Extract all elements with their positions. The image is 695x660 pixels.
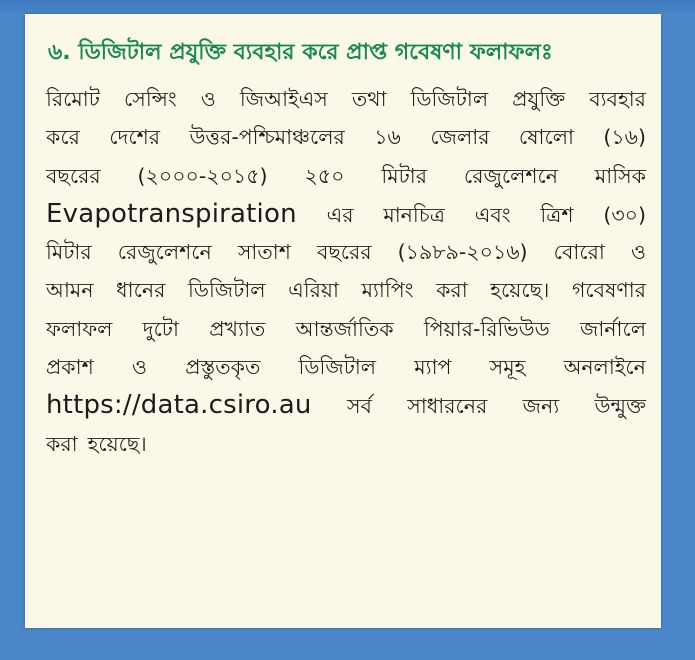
body-word: সমূহ [489, 355, 526, 380]
body-word: করা [436, 278, 468, 303]
body-word: বছরের [46, 163, 101, 188]
body-word: জিআইএস [239, 87, 328, 111]
body-word: ডিজিটাল [410, 87, 489, 111]
body-word: https://data.csiro.au [46, 390, 312, 421]
body-word: ম্যাপিং [361, 278, 414, 303]
body-word: ষোলো [518, 125, 574, 150]
body-word: ও [630, 240, 646, 265]
body-word: প্রযুক্তি [512, 87, 566, 111]
body-word: জেলার [430, 125, 490, 150]
document-card [25, 14, 661, 628]
body-word: দেশের [109, 125, 161, 150]
body-word: পিয়ার-রিভিউড [423, 316, 550, 341]
body-word: সর্ব [346, 394, 372, 419]
body-word: সাধারনের [407, 394, 488, 419]
body-word: রিমোট [46, 87, 100, 111]
body-word: ত্রিশ [540, 202, 574, 227]
body-word: প্রকাশ [46, 355, 94, 380]
body-word: প্রখ্যাত [209, 316, 266, 341]
body-word: আন্তর্জাতিক [295, 316, 394, 341]
body-word: উত্তর-পশ্চিমাঞ্চলের [189, 125, 345, 150]
body-word: (২০০০-২০১৫) [137, 163, 268, 188]
body-word: প্রস্তুতকৃত [185, 355, 261, 380]
body-line [46, 118, 646, 156]
body-word: Evapotranspiration [46, 198, 297, 229]
body-word: (৩০) [603, 202, 646, 227]
body-line [46, 348, 646, 386]
body-line [46, 233, 646, 271]
body-word: বছরের [316, 240, 372, 265]
body-word: হয়েছে। [490, 278, 550, 303]
body-word: ২৫০ [304, 163, 345, 188]
section-body [46, 80, 646, 463]
body-word: জার্নালে [580, 316, 646, 341]
body-word: এবং [474, 202, 511, 227]
body-word: ও [200, 87, 216, 111]
body-word: হয়েছে। [87, 431, 147, 456]
body-line [46, 425, 646, 463]
body-word: রেজুলেশনে [117, 240, 212, 265]
body-word: রেজুলেশনে [463, 163, 558, 188]
body-word: এরিয়া [288, 278, 339, 303]
body-word: ডিজিটাল [187, 278, 266, 303]
body-word: ম্যাপ [414, 355, 452, 380]
body-word: ধানের [116, 278, 166, 303]
body-word: ১৬ [374, 125, 401, 150]
body-line [46, 310, 646, 348]
body-word: দুটো [142, 316, 179, 341]
body-word: সেন্সিং [123, 87, 177, 111]
body-line [46, 195, 646, 233]
body-word: মিটার [46, 240, 92, 265]
page-background-edge [0, 0, 695, 14]
body-word: করা [46, 431, 78, 456]
body-line [46, 80, 646, 118]
body-word: (১৬) [603, 125, 646, 150]
body-word: করে [46, 125, 80, 150]
body-word: বোরো [553, 240, 605, 265]
body-word: সাতাশ [237, 240, 291, 265]
section-heading: ৬. ডিজিটাল প্রযুক্তি ব্যবহার করে প্রাপ্ত গবেষণা ফলাফলঃ [48, 40, 553, 65]
body-line [46, 386, 646, 424]
body-word: ও [131, 355, 147, 380]
body-word: উন্মুক্ত [594, 394, 646, 419]
body-word: ডিজিটাল [298, 355, 377, 380]
body-word: অনলাইনে [563, 355, 646, 380]
body-word: এর [326, 202, 354, 227]
body-word: আমন [46, 278, 94, 303]
body-line [46, 157, 646, 195]
body-word: (১৯৮৯-২০১৬) [397, 240, 528, 265]
body-word: ফলাফল [46, 316, 113, 341]
body-word: ব্যবহার [589, 87, 646, 111]
body-word: জন্য [522, 394, 560, 419]
body-word: মাসিক [594, 163, 646, 188]
body-word: তথা [351, 87, 387, 111]
body-word: মিটার [381, 163, 427, 188]
body-word: গবেষণার [571, 278, 646, 303]
body-line [46, 271, 646, 309]
body-word: মানচিত্র [383, 202, 445, 227]
